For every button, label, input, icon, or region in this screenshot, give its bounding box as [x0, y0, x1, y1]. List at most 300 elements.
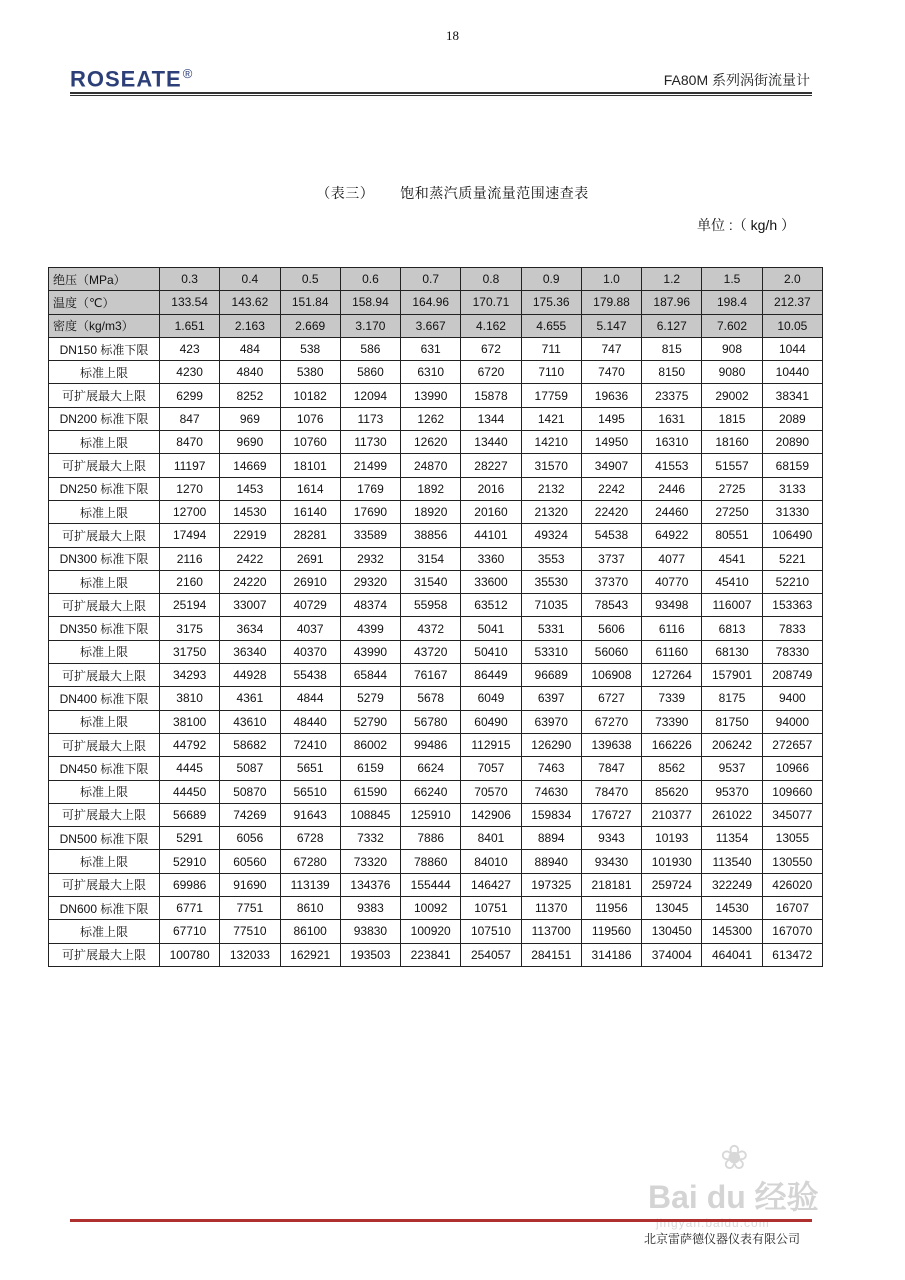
- table-cell: 134376: [340, 873, 400, 896]
- table-cell: 31330: [762, 500, 822, 523]
- table-cell: 143.62: [220, 291, 280, 314]
- table-cell: 139638: [581, 733, 641, 756]
- table-cell: 3133: [762, 477, 822, 500]
- table-cell: 26910: [280, 570, 340, 593]
- table-cell: 2160: [160, 570, 220, 593]
- product-title: FA80M 系列涡街流量计: [663, 72, 810, 88]
- table-row: [49, 617, 823, 640]
- table-cell: 6727: [581, 687, 641, 710]
- table-cell: 198.4: [702, 291, 762, 314]
- table-cell: 44101: [461, 524, 521, 547]
- table-cell: 33600: [461, 570, 521, 593]
- table-cell: 4399: [340, 617, 400, 640]
- parameter-row: [49, 291, 823, 314]
- table-cell: 94000: [762, 710, 822, 733]
- table-cell: 56780: [401, 710, 461, 733]
- table-cell: 55958: [401, 594, 461, 617]
- table-cell: 132033: [220, 943, 280, 966]
- table-cell: 93830: [340, 920, 400, 943]
- table-cell: 613472: [762, 943, 822, 966]
- table-cell: 61160: [642, 640, 702, 663]
- table-cell: 51557: [702, 454, 762, 477]
- table-cell: 10751: [461, 897, 521, 920]
- table-cell: 8470: [160, 431, 220, 454]
- table-cell: 193503: [340, 943, 400, 966]
- steam-flow-table: [48, 267, 823, 967]
- table-row: [49, 547, 823, 570]
- row-label: 可扩展最大上限: [49, 803, 160, 826]
- table-cell: 5291: [160, 827, 220, 850]
- table-row: [49, 873, 823, 896]
- table-cell: 13440: [461, 431, 521, 454]
- table-cell: 60490: [461, 710, 521, 733]
- table-cell: 11730: [340, 431, 400, 454]
- table-cell: 2932: [340, 547, 400, 570]
- table-cell: 210377: [642, 803, 702, 826]
- registered-mark: ®: [182, 66, 194, 81]
- table-cell: 2016: [461, 477, 521, 500]
- table-cell: 21320: [521, 500, 581, 523]
- table-cell: 78543: [581, 594, 641, 617]
- table-cell: 28281: [280, 524, 340, 547]
- table-row: [49, 361, 823, 384]
- table-cell: 9080: [702, 361, 762, 384]
- row-label: DN200 标准下限: [49, 407, 160, 430]
- table-cell: 4445: [160, 757, 220, 780]
- table-cell: 2.0: [762, 268, 822, 291]
- table-cell: 109660: [762, 780, 822, 803]
- table-cell: 71035: [521, 594, 581, 617]
- table-cell: 93430: [581, 850, 641, 873]
- table-cell: 127264: [642, 664, 702, 687]
- header-divider: [70, 92, 812, 96]
- table-cell: 11354: [702, 827, 762, 850]
- row-label: 标准上限: [49, 850, 160, 873]
- table-cell: 113139: [280, 873, 340, 896]
- table-cell: 31570: [521, 454, 581, 477]
- table-cell: 101930: [642, 850, 702, 873]
- table-cell: 65844: [340, 664, 400, 687]
- row-label: 密度（kg/m3）: [49, 314, 160, 337]
- table-cell: 7339: [642, 687, 702, 710]
- table-cell: 81750: [702, 710, 762, 733]
- table-cell: 1344: [461, 407, 521, 430]
- table-cell: 155444: [401, 873, 461, 896]
- table-cell: 10193: [642, 827, 702, 850]
- table-cell: 16140: [280, 500, 340, 523]
- logo-text: ROSEATE: [70, 66, 182, 92]
- table-cell: 747: [581, 337, 641, 360]
- table-cell: 49324: [521, 524, 581, 547]
- table-row: [49, 827, 823, 850]
- row-label: 可扩展最大上限: [49, 524, 160, 547]
- table-cell: 38100: [160, 710, 220, 733]
- row-label: 可扩展最大上限: [49, 873, 160, 896]
- company-name: 北京雷萨德仪器仪表有限公司: [643, 1232, 800, 1246]
- table-cell: 2725: [702, 477, 762, 500]
- table-cell: 14530: [220, 500, 280, 523]
- table-cell: 14530: [702, 897, 762, 920]
- table-row: [49, 594, 823, 617]
- table-cell: 113700: [521, 920, 581, 943]
- table-cell: 5331: [521, 617, 581, 640]
- table-row: [49, 780, 823, 803]
- table-cell: 31540: [401, 570, 461, 593]
- table-cell: 6049: [461, 687, 521, 710]
- table-cell: 7751: [220, 897, 280, 920]
- row-label: 标准上限: [49, 640, 160, 663]
- table-cell: 4361: [220, 687, 280, 710]
- table-cell: 80551: [702, 524, 762, 547]
- watermark-url: jingyan.baidu.com: [656, 1216, 770, 1230]
- table-cell: 85620: [642, 780, 702, 803]
- row-label: DN300 标准下限: [49, 547, 160, 570]
- table-cell: 0.5: [280, 268, 340, 291]
- table-row: [49, 943, 823, 966]
- table-row: [49, 687, 823, 710]
- table-row: [49, 407, 823, 430]
- table-cell: 112915: [461, 733, 521, 756]
- table-cell: 11370: [521, 897, 581, 920]
- table-cell: 25194: [160, 594, 220, 617]
- table-cell: 208749: [762, 664, 822, 687]
- table-cell: 10760: [280, 431, 340, 454]
- table-cell: 1631: [642, 407, 702, 430]
- table-cell: 17690: [340, 500, 400, 523]
- table-cell: 6720: [461, 361, 521, 384]
- table-cell: 187.96: [642, 291, 702, 314]
- table-cell: 4037: [280, 617, 340, 640]
- table-cell: 711: [521, 337, 581, 360]
- table-cell: 8401: [461, 827, 521, 850]
- paw-icon: ❀: [720, 1139, 749, 1177]
- table-cell: 1262: [401, 407, 461, 430]
- table-cell: 5087: [220, 757, 280, 780]
- table-cell: 74630: [521, 780, 581, 803]
- table-cell: 0.4: [220, 268, 280, 291]
- table-row: [49, 431, 823, 454]
- watermark-text: Bai du 经验: [648, 1179, 819, 1215]
- table-cell: 86449: [461, 664, 521, 687]
- table-cell: 18920: [401, 500, 461, 523]
- table-cell: 9537: [702, 757, 762, 780]
- table-cell: 78860: [401, 850, 461, 873]
- table-cell: 1495: [581, 407, 641, 430]
- table-cell: 28227: [461, 454, 521, 477]
- table-cell: 151.84: [280, 291, 340, 314]
- table-cell: 43990: [340, 640, 400, 663]
- table-cell: 66240: [401, 780, 461, 803]
- table-cell: 170.71: [461, 291, 521, 314]
- table-cell: 206242: [702, 733, 762, 756]
- table-cell: 77510: [220, 920, 280, 943]
- table-cell: 164.96: [401, 291, 461, 314]
- table-cell: 314186: [581, 943, 641, 966]
- table-cell: 63970: [521, 710, 581, 733]
- table-cell: 67710: [160, 920, 220, 943]
- table-cell: 133.54: [160, 291, 220, 314]
- table-cell: 86002: [340, 733, 400, 756]
- table-cell: 1270: [160, 477, 220, 500]
- table-cell: 5651: [280, 757, 340, 780]
- table-cell: 93498: [642, 594, 702, 617]
- table-row: [49, 803, 823, 826]
- table-cell: 586: [340, 337, 400, 360]
- table-cell: 91643: [280, 803, 340, 826]
- row-label: 标准上限: [49, 780, 160, 803]
- table-cell: 13045: [642, 897, 702, 920]
- table-cell: 4541: [702, 547, 762, 570]
- table-cell: 2132: [521, 477, 581, 500]
- table-cell: 34293: [160, 664, 220, 687]
- table-cell: 88940: [521, 850, 581, 873]
- table-cell: 11197: [160, 454, 220, 477]
- table-title: [0, 183, 905, 203]
- table-cell: 99486: [401, 733, 461, 756]
- table-cell: 126290: [521, 733, 581, 756]
- table-cell: 969: [220, 407, 280, 430]
- table-cell: 84010: [461, 850, 521, 873]
- table-cell: 4844: [280, 687, 340, 710]
- table-cell: 43720: [401, 640, 461, 663]
- table-cell: 48374: [340, 594, 400, 617]
- table-cell: 815: [642, 337, 702, 360]
- table-cell: 7.602: [702, 314, 762, 337]
- table-cell: 8175: [702, 687, 762, 710]
- table-cell: 18101: [280, 454, 340, 477]
- parameter-row: [49, 268, 823, 291]
- table-cell: 67280: [280, 850, 340, 873]
- row-label: DN600 标准下限: [49, 897, 160, 920]
- row-label: DN400 标准下限: [49, 687, 160, 710]
- table-cell: 3737: [581, 547, 641, 570]
- table-cell: 345077: [762, 803, 822, 826]
- row-label: 标准上限: [49, 431, 160, 454]
- table-cell: 8150: [642, 361, 702, 384]
- table-cell: 4230: [160, 361, 220, 384]
- table-cell: 7332: [340, 827, 400, 850]
- table-cell: 2.163: [220, 314, 280, 337]
- table-cell: 7886: [401, 827, 461, 850]
- page-number: 18: [446, 28, 459, 43]
- table-cell: 158.94: [340, 291, 400, 314]
- row-label: DN150 标准下限: [49, 337, 160, 360]
- table-cell: 538: [280, 337, 340, 360]
- row-label: 标准上限: [49, 920, 160, 943]
- table-cell: 6397: [521, 687, 581, 710]
- table-row: [49, 920, 823, 943]
- parameter-row: [49, 314, 823, 337]
- table-cell: 0.9: [521, 268, 581, 291]
- table-cell: 95370: [702, 780, 762, 803]
- table-row: [49, 757, 823, 780]
- table-cell: 108845: [340, 803, 400, 826]
- table-cell: 197325: [521, 873, 581, 896]
- table-cell: 130550: [762, 850, 822, 873]
- table-cell: 36340: [220, 640, 280, 663]
- table-cell: 1173: [340, 407, 400, 430]
- table-cell: 11956: [581, 897, 641, 920]
- table-cell: 6310: [401, 361, 461, 384]
- table-cell: 374004: [642, 943, 702, 966]
- table-cell: 64922: [642, 524, 702, 547]
- table-cell: 78470: [581, 780, 641, 803]
- table-cell: 4.655: [521, 314, 581, 337]
- table-cell: 45410: [702, 570, 762, 593]
- table-cell: 35530: [521, 570, 581, 593]
- table-cell: 464041: [702, 943, 762, 966]
- table-cell: 22919: [220, 524, 280, 547]
- table-row: [49, 477, 823, 500]
- table-cell: 6.127: [642, 314, 702, 337]
- table-cell: 7470: [581, 361, 641, 384]
- table-row: [49, 500, 823, 523]
- row-label: DN500 标准下限: [49, 827, 160, 850]
- table-cell: 14210: [521, 431, 581, 454]
- table-cell: 21499: [340, 454, 400, 477]
- table-cell: 38341: [762, 384, 822, 407]
- table-cell: 34907: [581, 454, 641, 477]
- table-cell: 19636: [581, 384, 641, 407]
- table-cell: 50410: [461, 640, 521, 663]
- table-row: [49, 337, 823, 360]
- table-cell: 218181: [581, 873, 641, 896]
- table-cell: 259724: [642, 873, 702, 896]
- table-cell: 56060: [581, 640, 641, 663]
- table-cell: 52210: [762, 570, 822, 593]
- footer-divider: [70, 1219, 812, 1222]
- table-cell: 106908: [581, 664, 641, 687]
- table-cell: 5380: [280, 361, 340, 384]
- table-cell: 1614: [280, 477, 340, 500]
- table-cell: 0.8: [461, 268, 521, 291]
- table-cell: 44792: [160, 733, 220, 756]
- table-cell: 78330: [762, 640, 822, 663]
- table-cell: 284151: [521, 943, 581, 966]
- table-cell: 176727: [581, 803, 641, 826]
- table-cell: 9400: [762, 687, 822, 710]
- table-cell: 0.3: [160, 268, 220, 291]
- table-cell: 29320: [340, 570, 400, 593]
- table-cell: 44450: [160, 780, 220, 803]
- table-cell: 96689: [521, 664, 581, 687]
- table-cell: 167070: [762, 920, 822, 943]
- table-cell: 6159: [340, 757, 400, 780]
- table-cell: 1.5: [702, 268, 762, 291]
- table-cell: 16707: [762, 897, 822, 920]
- table-row: [49, 570, 823, 593]
- table-cell: 41553: [642, 454, 702, 477]
- table-cell: 67270: [581, 710, 641, 733]
- unit-label: 单位 :（ kg/h ）: [696, 217, 795, 233]
- table-cell: 3154: [401, 547, 461, 570]
- table-cell: 107510: [461, 920, 521, 943]
- table-cell: 8252: [220, 384, 280, 407]
- table-cell: 484: [220, 337, 280, 360]
- table-cell: 2.669: [280, 314, 340, 337]
- table-cell: 672: [461, 337, 521, 360]
- table-cell: 58682: [220, 733, 280, 756]
- table-cell: 68159: [762, 454, 822, 477]
- table-cell: 1892: [401, 477, 461, 500]
- table-cell: 38856: [401, 524, 461, 547]
- table-cell: 3634: [220, 617, 280, 640]
- table-cell: 5606: [581, 617, 641, 640]
- row-label: 标准上限: [49, 361, 160, 384]
- table-cell: 113540: [702, 850, 762, 873]
- company-logo: [70, 66, 193, 92]
- row-label: 绝压（MPa）: [49, 268, 160, 291]
- row-label: 标准上限: [49, 710, 160, 733]
- table-cell: 2116: [160, 547, 220, 570]
- table-cell: 18160: [702, 431, 762, 454]
- table-cell: 5678: [401, 687, 461, 710]
- table-cell: 9343: [581, 827, 641, 850]
- table-cell: 3360: [461, 547, 521, 570]
- table-cell: 2242: [581, 477, 641, 500]
- table-cell: 1044: [762, 337, 822, 360]
- table-cell: 52910: [160, 850, 220, 873]
- table-cell: 91690: [220, 873, 280, 896]
- table-cell: 10092: [401, 897, 461, 920]
- table-cell: 10182: [280, 384, 340, 407]
- table-number: （表三）: [316, 185, 375, 201]
- table-cell: 3.170: [340, 314, 400, 337]
- baidu-watermark: [648, 1139, 858, 1230]
- table-cell: 12620: [401, 431, 461, 454]
- table-cell: 48440: [280, 710, 340, 733]
- table-cell: 100920: [401, 920, 461, 943]
- table-cell: 423: [160, 337, 220, 360]
- table-cell: 68130: [702, 640, 762, 663]
- table-cell: 7847: [581, 757, 641, 780]
- table-cell: 5041: [461, 617, 521, 640]
- row-label: 标准上限: [49, 500, 160, 523]
- table-cell: 5.147: [581, 314, 641, 337]
- table-cell: 8562: [642, 757, 702, 780]
- row-label: 可扩展最大上限: [49, 943, 160, 966]
- table-cell: 2422: [220, 547, 280, 570]
- table-cell: 24220: [220, 570, 280, 593]
- table-cell: 10966: [762, 757, 822, 780]
- table-cell: 157901: [702, 664, 762, 687]
- table-cell: 100780: [160, 943, 220, 966]
- table-cell: 73320: [340, 850, 400, 873]
- table-cell: 50870: [220, 780, 280, 803]
- table-cell: 908: [702, 337, 762, 360]
- table-row: [49, 850, 823, 873]
- table-cell: 4372: [401, 617, 461, 640]
- table-cell: 1076: [280, 407, 340, 430]
- row-label: DN250 标准下限: [49, 477, 160, 500]
- table-cell: 9690: [220, 431, 280, 454]
- table-cell: 254057: [461, 943, 521, 966]
- table-cell: 1769: [340, 477, 400, 500]
- table-cell: 7057: [461, 757, 521, 780]
- table-cell: 14669: [220, 454, 280, 477]
- table-cell: 6728: [280, 827, 340, 850]
- table-cell: 55438: [280, 664, 340, 687]
- table-cell: 1815: [702, 407, 762, 430]
- table-cell: 40770: [642, 570, 702, 593]
- table-cell: 2089: [762, 407, 822, 430]
- table-cell: 69986: [160, 873, 220, 896]
- table-cell: 52790: [340, 710, 400, 733]
- table-cell: 14950: [581, 431, 641, 454]
- table-cell: 40370: [280, 640, 340, 663]
- table-cell: 7463: [521, 757, 581, 780]
- row-label: 温度（℃）: [49, 291, 160, 314]
